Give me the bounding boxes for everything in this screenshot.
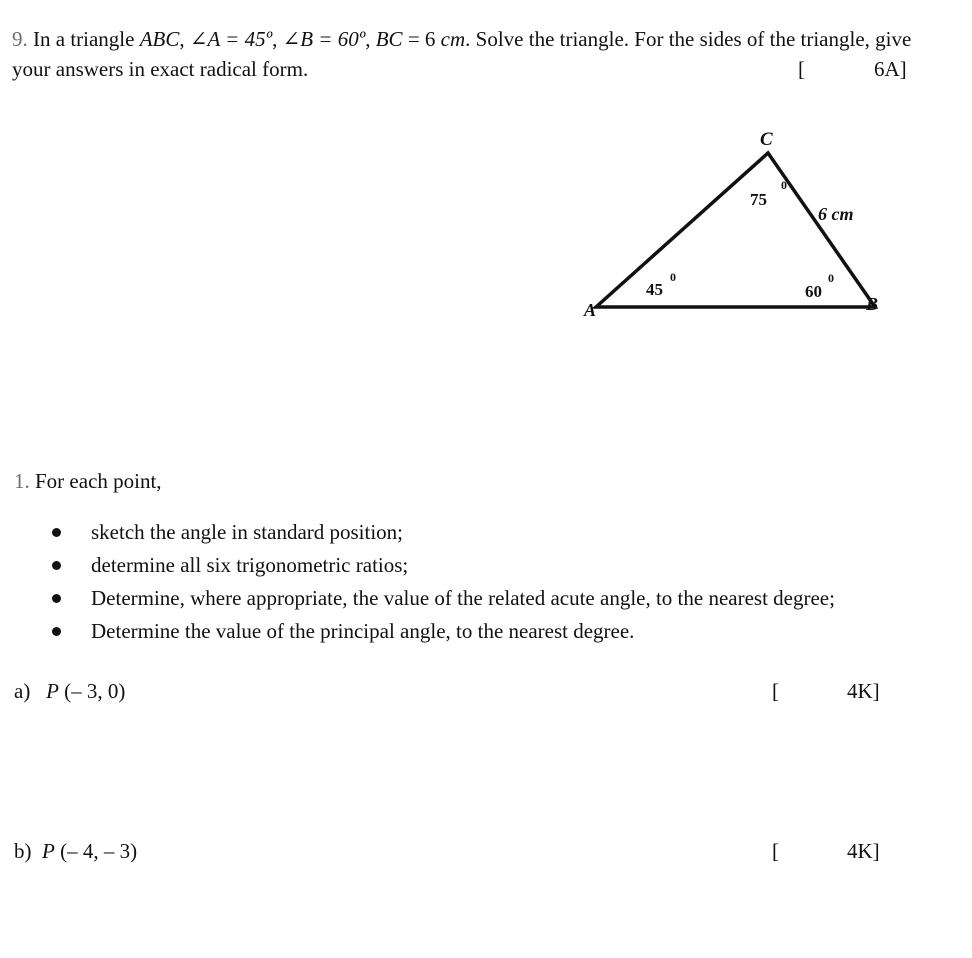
separator: , bbox=[272, 27, 283, 51]
bullet-text: Determine, where appropriate, the value of the related acute angle, to the nearest degree; bbox=[91, 586, 835, 610]
angle-b-degree: 0 bbox=[828, 271, 834, 285]
question-1-intro bbox=[14, 468, 162, 494]
part-b-marks: 4K] bbox=[847, 839, 880, 863]
list-item bbox=[52, 618, 634, 644]
question-9-unit: cm bbox=[440, 27, 466, 51]
question-1-number: 1. bbox=[14, 469, 30, 493]
question-9-text-intro: In a triangle bbox=[33, 27, 140, 51]
question-9-marks: 6A] bbox=[874, 57, 907, 81]
question-9-angle-a: ∠A = 45º bbox=[189, 27, 273, 51]
bullet-icon bbox=[52, 627, 61, 636]
question-9-side-bc: BC bbox=[375, 27, 403, 51]
list-item bbox=[52, 552, 408, 578]
bullet-text: determine all six trigonometric ratios; bbox=[91, 553, 409, 577]
bullet-icon bbox=[52, 528, 61, 537]
list-item bbox=[52, 519, 403, 545]
angle-b-value: 60 bbox=[805, 282, 822, 301]
part-a bbox=[14, 678, 125, 704]
vertex-a-label: A bbox=[584, 300, 597, 320]
side-bc-label: 6 cm bbox=[818, 204, 854, 224]
part-a-marks: 4K] bbox=[847, 679, 880, 703]
vertex-b-label: B bbox=[866, 294, 879, 314]
list-item bbox=[52, 585, 835, 611]
bullet-text: Determine the value of the principal angle, to the nearest degree. bbox=[91, 619, 635, 643]
bullet-icon bbox=[52, 561, 61, 570]
question-9-line-2: your answers in exact radical form. bbox=[12, 57, 309, 81]
part-b-point-name: P bbox=[42, 839, 55, 863]
bullet-icon bbox=[52, 594, 61, 603]
question-9-number: 9. bbox=[12, 27, 28, 51]
part-b-label: b) bbox=[14, 839, 32, 863]
angle-c-value: 75 bbox=[750, 190, 767, 209]
question-9-side-bc-value: = 6 bbox=[402, 27, 441, 51]
vertex-c-label: C bbox=[760, 129, 773, 150]
angle-c-degree: 0 bbox=[781, 178, 787, 192]
part-b bbox=[14, 838, 137, 864]
question-1-intro-text: For each point, bbox=[29, 469, 162, 493]
question-9-marks-bracket: [ bbox=[798, 57, 805, 81]
bullet-text: sketch the angle in standard position; bbox=[91, 520, 404, 544]
part-a-marks-bracket: [ bbox=[772, 679, 779, 703]
question-9-text-rest: . Solve the triangle. For the sides of the triangle, give bbox=[465, 27, 912, 51]
question-9-angle-b: ∠B = 60º bbox=[282, 27, 366, 51]
part-a-point-name: P bbox=[46, 679, 59, 703]
part-b-marks-bracket: [ bbox=[772, 839, 779, 863]
part-b-point-coords: (– 4, – 3) bbox=[60, 839, 138, 863]
question-9-triangle-name: ABC bbox=[139, 27, 180, 51]
separator: , bbox=[365, 27, 376, 51]
angle-a-degree: 0 bbox=[670, 270, 676, 284]
angle-a-value: 45 bbox=[646, 280, 663, 299]
part-a-label: a) bbox=[14, 679, 31, 703]
separator: , bbox=[179, 27, 190, 51]
part-a-point-coords: (– 3, 0) bbox=[64, 679, 126, 703]
